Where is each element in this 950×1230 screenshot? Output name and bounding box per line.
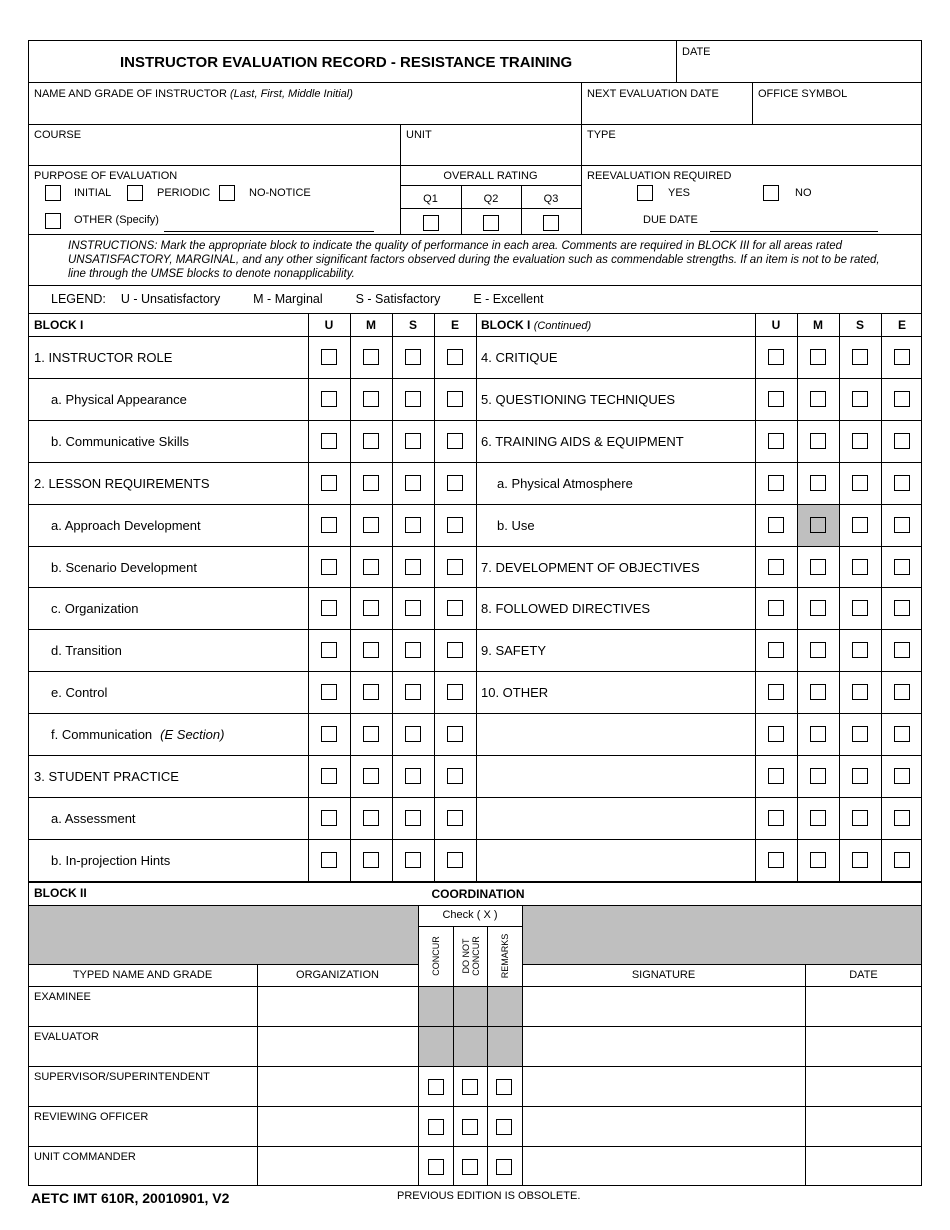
left-row10-s-checkbox[interactable] <box>405 726 421 742</box>
right-row6-s-checkbox[interactable] <box>852 559 868 575</box>
col-signature: SIGNATURE <box>631 969 696 981</box>
instructor-name-label: NAME AND GRADE OF INSTRUCTOR (Last, First, Middle Initial) <box>34 88 353 100</box>
left-col-header-e: E <box>450 318 459 332</box>
instructions-text: INSTRUCTIONS: Mark the appropriate block to indicate the quality of performance in each area. Comments are required in BLOCK III for all areas rated UNSATISFACTORY, MARGINAL, and any other significant factors observed during the evaluation such as commendable strengths. If an item is not to be rated, line through the UMSE blocks to denote nonapplicability. <box>68 240 880 280</box>
left-row1-e-checkbox[interactable] <box>447 349 463 365</box>
type-field[interactable] <box>583 143 920 163</box>
block1-cont-item-5: b. Use <box>497 518 535 533</box>
left-row3-s-checkbox[interactable] <box>405 433 421 449</box>
office-symbol-label: OFFICE SYMBOL <box>758 88 848 100</box>
left-row9-s-checkbox[interactable] <box>405 684 421 700</box>
left-row12-s-checkbox[interactable] <box>405 810 421 826</box>
coord-row1-date-field[interactable] <box>807 1003 920 1023</box>
right-row13-u-checkbox[interactable] <box>768 852 784 868</box>
block1-item-9: e. Control <box>51 685 108 700</box>
left-row8-e-checkbox[interactable] <box>447 642 463 658</box>
left-row1-u-checkbox[interactable] <box>321 349 337 365</box>
left-row10-m-checkbox[interactable] <box>363 726 379 742</box>
right-row3-u-checkbox[interactable] <box>768 433 784 449</box>
left-row8-u-checkbox[interactable] <box>321 642 337 658</box>
right-col-header-u: U <box>771 318 781 332</box>
right-col-header-s: S <box>855 318 864 332</box>
left-row8-s-checkbox[interactable] <box>405 642 421 658</box>
block1-title: BLOCK I <box>34 318 84 332</box>
right-row1-s-checkbox[interactable] <box>852 349 868 365</box>
left-row6-e-checkbox[interactable] <box>447 559 463 575</box>
left-row10-e-checkbox[interactable] <box>447 726 463 742</box>
right-row11-s-checkbox[interactable] <box>852 768 868 784</box>
coord-row-unit-commander: UNIT COMMANDER <box>34 1151 136 1163</box>
left-row13-m-checkbox[interactable] <box>363 852 379 868</box>
block1-cont-item-4: a. Physical Atmosphere <box>497 476 633 491</box>
q1-checkbox[interactable] <box>423 215 439 231</box>
right-row7-m-checkbox[interactable] <box>810 600 826 616</box>
legend-label: LEGEND: <box>51 292 106 306</box>
coord-row5-organization-field[interactable] <box>259 1163 417 1183</box>
reeval-no-label: NO <box>795 187 812 199</box>
coord-row1-signature-field[interactable] <box>524 1003 804 1023</box>
block1-cont-item-1: 4. CRITIQUE <box>481 350 558 365</box>
block1-item-12: a. Assessment <box>51 811 136 826</box>
due-date-label: DUE DATE <box>643 214 698 226</box>
date-label: DATE <box>682 46 711 58</box>
right-row7-u-checkbox[interactable] <box>768 600 784 616</box>
right-col-header-e: E <box>897 318 906 332</box>
coord-row5-signature-field[interactable] <box>524 1163 804 1183</box>
periodic-label: PERIODIC <box>157 187 211 199</box>
block1-item-6: b. Scenario Development <box>51 560 197 575</box>
legend <box>51 292 544 306</box>
periodic-checkbox[interactable] <box>127 185 143 201</box>
col-date: DATE <box>849 969 878 981</box>
block1-item-10: f. Communication (E Section) <box>51 727 225 742</box>
right-row12-s-checkbox[interactable] <box>852 810 868 826</box>
other-label: OTHER (Specify) <box>74 214 159 226</box>
coord-row2-name-field[interactable] <box>30 1043 256 1063</box>
right-row9-s-checkbox[interactable] <box>852 684 868 700</box>
left-row3-e-checkbox[interactable] <box>447 433 463 449</box>
right-row2-m-checkbox[interactable] <box>810 391 826 407</box>
initial-checkbox[interactable] <box>45 185 61 201</box>
legend-u: U - Unsatisfactory <box>120 292 221 306</box>
block1-cont-item-8: 9. SAFETY <box>481 643 547 658</box>
block1-cont-item-2: 5. QUESTIONING TECHNIQUES <box>481 392 676 407</box>
left-row1-m-checkbox[interactable] <box>363 349 379 365</box>
left-row7-s-checkbox[interactable] <box>405 600 421 616</box>
left-row12-u-checkbox[interactable] <box>321 810 337 826</box>
coord-row3-organization-field[interactable] <box>259 1083 417 1103</box>
right-row3-e-checkbox[interactable] <box>894 433 910 449</box>
block1-item-11: 3. STUDENT PRACTICE <box>34 769 179 784</box>
right-row2-e-checkbox[interactable] <box>894 391 910 407</box>
do-not-concur-header: DO NOT CONCUR <box>460 936 481 976</box>
coord-row4-remarks-checkbox[interactable] <box>496 1119 512 1135</box>
initial-label: INITIAL <box>74 187 112 199</box>
left-row7-e-checkbox[interactable] <box>447 600 463 616</box>
coord-row3-signature-field[interactable] <box>524 1083 804 1103</box>
check-x-label: Check ( X ) <box>442 909 498 921</box>
coord-row-supervisor-superintendent: SUPERVISOR/SUPERINTENDENT <box>34 1071 210 1083</box>
left-row6-s-checkbox[interactable] <box>405 559 421 575</box>
coord-row4-concur-checkbox[interactable] <box>428 1119 444 1135</box>
reeval-no-checkbox[interactable] <box>763 185 779 201</box>
right-row8-m-checkbox[interactable] <box>810 642 826 658</box>
right-row3-s-checkbox[interactable] <box>852 433 868 449</box>
coord-row2-date-field[interactable] <box>807 1043 920 1063</box>
coord-row2-signature-field[interactable] <box>524 1043 804 1063</box>
right-row1-e-checkbox[interactable] <box>894 349 910 365</box>
left-row4-u-checkbox[interactable] <box>321 475 337 491</box>
coord-row3-do-not-concur-checkbox[interactable] <box>462 1079 478 1095</box>
right-row9-e-checkbox[interactable] <box>894 684 910 700</box>
left-row13-u-checkbox[interactable] <box>321 852 337 868</box>
other-specify-field[interactable] <box>164 217 374 232</box>
coord-row3-concur-checkbox[interactable] <box>428 1079 444 1095</box>
purpose-label: PURPOSE OF EVALUATION <box>34 170 178 182</box>
right-row2-s-checkbox[interactable] <box>852 391 868 407</box>
no-notice-checkbox[interactable] <box>219 185 235 201</box>
left-row11-m-checkbox[interactable] <box>363 768 379 784</box>
left-row11-u-checkbox[interactable] <box>321 768 337 784</box>
coord-row3-date-field[interactable] <box>807 1083 920 1103</box>
right-row1-u-checkbox[interactable] <box>768 349 784 365</box>
left-row5-s-checkbox[interactable] <box>405 517 421 533</box>
left-row8-m-checkbox[interactable] <box>363 642 379 658</box>
right-row3-m-checkbox[interactable] <box>810 433 826 449</box>
date-field[interactable] <box>677 58 921 82</box>
left-row4-s-checkbox[interactable] <box>405 475 421 491</box>
right-row11-m-checkbox[interactable] <box>810 768 826 784</box>
left-row9-u-checkbox[interactable] <box>321 684 337 700</box>
legend-m: M - Marginal <box>253 292 323 306</box>
coord-row4-do-not-concur-checkbox[interactable] <box>462 1119 478 1135</box>
coord-row5-date-field[interactable] <box>807 1163 920 1183</box>
unit-field[interactable] <box>402 143 579 163</box>
right-row9-m-checkbox[interactable] <box>810 684 826 700</box>
right-row4-s-checkbox[interactable] <box>852 475 868 491</box>
legend-e: E - Excellent <box>473 292 544 306</box>
remarks-header: REMARKS <box>500 933 510 979</box>
block1-item-4: 2. LESSON REQUIREMENTS <box>34 476 210 491</box>
col-organization: ORGANIZATION <box>296 969 379 981</box>
no-notice-label: NO-NOTICE <box>249 187 311 199</box>
right-row13-e-checkbox[interactable] <box>894 852 910 868</box>
right-row4-u-checkbox[interactable] <box>768 475 784 491</box>
coord-row2-organization-field[interactable] <box>259 1043 417 1063</box>
coord-row3-name-field[interactable] <box>30 1083 256 1103</box>
right-row1-m-checkbox[interactable] <box>810 349 826 365</box>
coord-row4-organization-field[interactable] <box>259 1123 417 1143</box>
right-row11-e-checkbox[interactable] <box>894 768 910 784</box>
coord-row1-name-field[interactable] <box>30 1003 256 1023</box>
form-title: INSTRUCTOR EVALUATION RECORD - RESISTANCE TRAINING <box>120 54 573 71</box>
left-row5-m-checkbox[interactable] <box>363 517 379 533</box>
right-row10-m-checkbox[interactable] <box>810 726 826 742</box>
block1-cont-item-9: 10. OTHER <box>481 685 549 700</box>
right-row6-e-checkbox[interactable] <box>894 559 910 575</box>
block1-item-5: a. Approach Development <box>51 518 201 533</box>
coordination-title: COORDINATION <box>431 887 525 901</box>
q2-checkbox[interactable] <box>483 215 499 231</box>
left-row2-m-checkbox[interactable] <box>363 391 379 407</box>
overall-rating-label: OVERALL RATING <box>443 170 538 182</box>
due-date-field[interactable] <box>710 217 878 232</box>
left-col-header-s: S <box>408 318 417 332</box>
block1-cont-item-6: 7. DEVELOPMENT OF OBJECTIVES <box>481 560 700 575</box>
left-row13-s-checkbox[interactable] <box>405 852 421 868</box>
q3-label: Q3 <box>543 193 559 205</box>
block1-item-3: b. Communicative Skills <box>51 434 189 449</box>
coord-row5-do-not-concur-checkbox[interactable] <box>462 1159 478 1175</box>
right-row8-u-checkbox[interactable] <box>768 642 784 658</box>
office-symbol-field[interactable] <box>754 102 920 122</box>
block1-continued-title: BLOCK I (Continued) <box>481 318 592 332</box>
left-row6-u-checkbox[interactable] <box>321 559 337 575</box>
course-field[interactable] <box>30 143 398 163</box>
right-row9-u-checkbox[interactable] <box>768 684 784 700</box>
right-col-header-m: M <box>813 318 823 332</box>
right-row11-u-checkbox[interactable] <box>768 768 784 784</box>
instructor-name-field[interactable] <box>30 102 580 122</box>
right-row10-s-checkbox[interactable] <box>852 726 868 742</box>
left-row11-e-checkbox[interactable] <box>447 768 463 784</box>
col-typed-name: TYPED NAME AND GRADE <box>72 969 213 981</box>
legend-s: S - Satisfactory <box>355 292 441 306</box>
q2-label: Q2 <box>483 193 499 205</box>
coord-row3-remarks-checkbox[interactable] <box>496 1079 512 1095</box>
block1-cont-item-3: 6. TRAINING AIDS & EQUIPMENT <box>481 434 684 449</box>
right-row4-m-checkbox[interactable] <box>810 475 826 491</box>
form-id: AETC IMT 610R, 20010901, V2 <box>31 1190 230 1206</box>
left-row2-s-checkbox[interactable] <box>405 391 421 407</box>
reeval-yes-checkbox[interactable] <box>637 185 653 201</box>
left-row4-e-checkbox[interactable] <box>447 475 463 491</box>
q3-checkbox[interactable] <box>543 215 559 231</box>
right-row5-m-checkbox[interactable] <box>810 517 826 533</box>
right-row10-u-checkbox[interactable] <box>768 726 784 742</box>
block1-item-2: a. Physical Appearance <box>51 392 187 407</box>
right-row7-e-checkbox[interactable] <box>894 600 910 616</box>
left-row5-u-checkbox[interactable] <box>321 517 337 533</box>
concur-header: CONCUR <box>431 936 441 976</box>
reevaluation-label: REEVALUATION REQUIRED <box>587 170 732 182</box>
left-row12-m-checkbox[interactable] <box>363 810 379 826</box>
next-eval-date-label: NEXT EVALUATION DATE <box>587 88 719 100</box>
coord-row-examinee: EXAMINEE <box>34 991 91 1003</box>
left-row4-m-checkbox[interactable] <box>363 475 379 491</box>
left-row10-u-checkbox[interactable] <box>321 726 337 742</box>
left-row3-m-checkbox[interactable] <box>363 433 379 449</box>
left-row9-m-checkbox[interactable] <box>363 684 379 700</box>
coord-row5-concur-checkbox[interactable] <box>428 1159 444 1175</box>
left-row5-e-checkbox[interactable] <box>447 517 463 533</box>
block1-item-1: 1. INSTRUCTOR ROLE <box>34 350 173 365</box>
left-row7-u-checkbox[interactable] <box>321 600 337 616</box>
left-row12-e-checkbox[interactable] <box>447 810 463 826</box>
left-row7-m-checkbox[interactable] <box>363 600 379 616</box>
right-row6-m-checkbox[interactable] <box>810 559 826 575</box>
left-col-header-u: U <box>324 318 334 332</box>
q1-label: Q1 <box>423 193 438 205</box>
right-row10-e-checkbox[interactable] <box>894 726 910 742</box>
left-row9-e-checkbox[interactable] <box>447 684 463 700</box>
coord-row-evaluator: EVALUATOR <box>34 1031 99 1043</box>
right-row4-e-checkbox[interactable] <box>894 475 910 491</box>
course-label: COURSE <box>34 129 82 141</box>
left-col-header-m: M <box>366 318 376 332</box>
right-row12-m-checkbox[interactable] <box>810 810 826 826</box>
block1-item-13: b. In-projection Hints <box>51 853 171 868</box>
right-row13-s-checkbox[interactable] <box>852 852 868 868</box>
obsolete-note: PREVIOUS EDITION IS OBSOLETE. <box>397 1190 581 1202</box>
right-row8-s-checkbox[interactable] <box>852 642 868 658</box>
right-row5-u-checkbox[interactable] <box>768 517 784 533</box>
block1-item-8: d. Transition <box>51 643 122 658</box>
block1-item-7: c. Organization <box>51 601 139 616</box>
block2-title: BLOCK II <box>34 886 87 900</box>
right-row5-s-checkbox[interactable] <box>852 517 868 533</box>
left-row2-u-checkbox[interactable] <box>321 391 337 407</box>
right-row13-m-checkbox[interactable] <box>810 852 826 868</box>
right-row7-s-checkbox[interactable] <box>852 600 868 616</box>
reeval-yes-label: YES <box>668 187 691 199</box>
right-row12-e-checkbox[interactable] <box>894 810 910 826</box>
type-label: TYPE <box>587 129 616 141</box>
right-row2-u-checkbox[interactable] <box>768 391 784 407</box>
coord-row5-remarks-checkbox[interactable] <box>496 1159 512 1175</box>
coord-row-reviewing-officer: REVIEWING OFFICER <box>34 1111 149 1123</box>
right-row8-e-checkbox[interactable] <box>894 642 910 658</box>
unit-label: UNIT <box>406 129 432 141</box>
left-row6-m-checkbox[interactable] <box>363 559 379 575</box>
left-row1-s-checkbox[interactable] <box>405 349 421 365</box>
block1-cont-item-7: 8. FOLLOWED DIRECTIVES <box>481 601 651 616</box>
coord-row5-name-field[interactable] <box>30 1163 256 1183</box>
coord-row1-organization-field[interactable] <box>259 1003 417 1023</box>
next-eval-date-field[interactable] <box>583 102 751 122</box>
coord-row4-signature-field[interactable] <box>524 1123 804 1143</box>
right-row6-u-checkbox[interactable] <box>768 559 784 575</box>
left-row3-u-checkbox[interactable] <box>321 433 337 449</box>
other-checkbox[interactable] <box>45 213 61 229</box>
coord-row4-name-field[interactable] <box>30 1123 256 1143</box>
left-row2-e-checkbox[interactable] <box>447 391 463 407</box>
right-row5-e-checkbox[interactable] <box>894 517 910 533</box>
left-row13-e-checkbox[interactable] <box>447 852 463 868</box>
coord-row4-date-field[interactable] <box>807 1123 920 1143</box>
right-row12-u-checkbox[interactable] <box>768 810 784 826</box>
left-row11-s-checkbox[interactable] <box>405 768 421 784</box>
